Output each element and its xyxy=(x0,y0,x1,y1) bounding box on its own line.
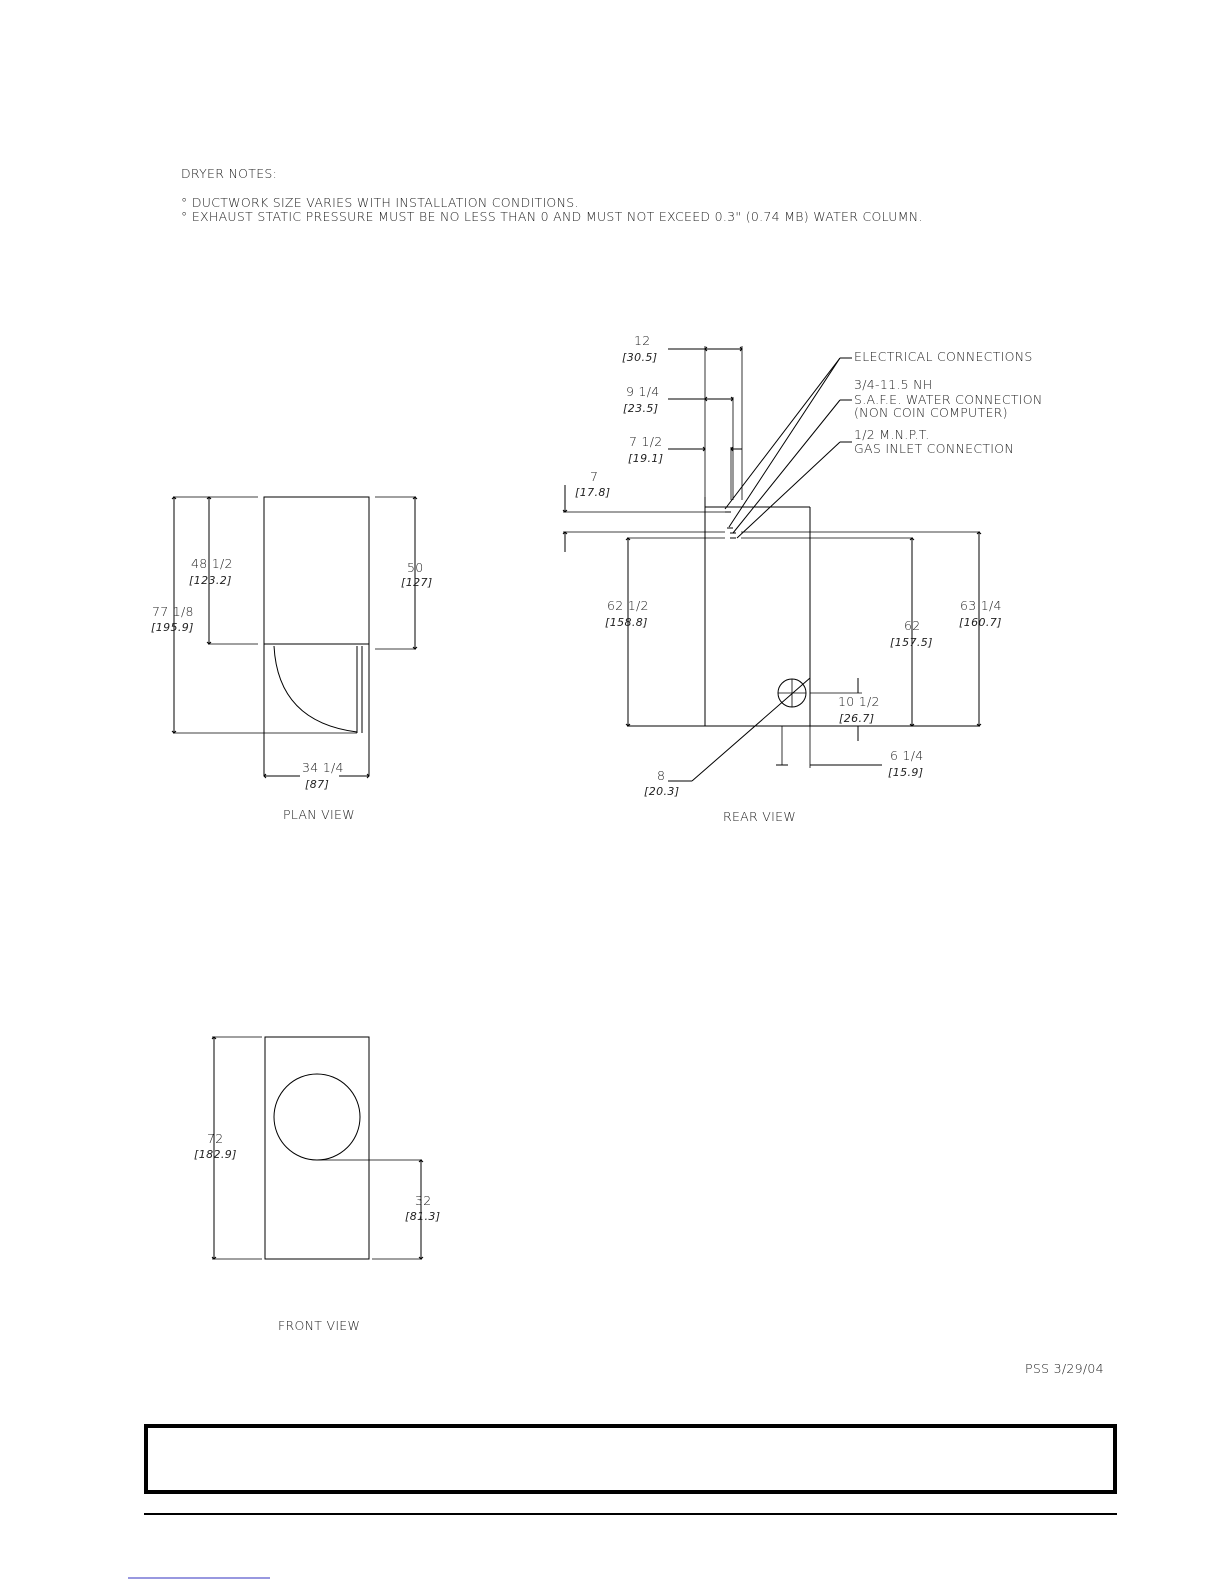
front-arrow-ticks xyxy=(212,1037,423,1259)
front-dim-72-in: 72 xyxy=(207,1131,224,1146)
rear-dim-10-in: 10 1/2 xyxy=(838,694,880,709)
rear-dim-7-in: 7 xyxy=(590,469,599,484)
front-dim-32-mm: [81.3] xyxy=(405,1210,441,1223)
drawing-stamp: PSS 3/29/04 xyxy=(1025,1361,1104,1376)
front-door-window xyxy=(274,1074,360,1160)
rear-dim-62-in: 62 xyxy=(904,618,921,633)
rear-dim-7h-in: 7 1/2 xyxy=(629,434,663,449)
rear-dim-62h-mm: [158.8] xyxy=(605,616,648,629)
rear-dim-62-mm: [157.5] xyxy=(890,636,933,649)
rear-dim-9-in: 9 1/4 xyxy=(626,384,660,399)
front-cabinet-outline xyxy=(265,1037,369,1259)
plan-view xyxy=(151,497,433,822)
rear-dim-8-in: 8 xyxy=(657,768,666,783)
front-view-label: FRONT VIEW xyxy=(278,1318,361,1333)
rear-dim-12-in: 12 xyxy=(634,333,651,348)
callout-gas-size: 1/2 M.N.P.T. xyxy=(854,427,930,442)
rear-dim-6-mm: [15.9] xyxy=(888,766,924,779)
rear-leader-8 xyxy=(692,678,810,781)
rear-view-label: REAR VIEW xyxy=(723,809,796,824)
rear-dim-62h-in: 62 1/2 xyxy=(607,598,649,613)
plan-dim-50-in: 50 xyxy=(407,560,424,575)
callout-water: S.A.F.E. WATER CONNECTION xyxy=(854,392,1043,407)
plan-dim-50-mm: [127] xyxy=(401,576,433,589)
front-dim-72-mm: [182.9] xyxy=(194,1148,237,1161)
callout-gas: GAS INLET CONNECTION xyxy=(854,441,1015,456)
rear-dim-7-mm: [17.8] xyxy=(575,486,611,499)
callout-water-note: (NON COIN COMPUTER) xyxy=(854,405,1008,420)
plan-dim-77-in: 77 1/8 xyxy=(152,604,194,619)
rear-dim-12-mm: [30.5] xyxy=(622,351,658,364)
rear-dim-7h-mm: [19.1] xyxy=(628,452,664,465)
rear-dim-63-in: 63 1/4 xyxy=(960,598,1002,613)
rear-7-ticks xyxy=(563,510,567,534)
front-view xyxy=(194,1037,440,1333)
rear-dim-8-mm: [20.3] xyxy=(644,785,680,798)
rear-dim-6-in: 6 1/4 xyxy=(890,748,924,763)
rear-dim-10-mm: [26.7] xyxy=(839,712,875,725)
rear-view xyxy=(563,333,1043,824)
plan-dim-34-mm: [87] xyxy=(305,778,330,791)
callout-electrical: ELECTRICAL CONNECTIONS xyxy=(854,349,1033,364)
rear-dim-9-mm: [23.5] xyxy=(623,402,659,415)
plan-cabinet-outline xyxy=(264,497,369,644)
dryer-notes xyxy=(181,166,923,224)
note-line-2: ° EXHAUST STATIC PRESSURE MUST BE NO LESS THAN 0 AND MUST NOT EXCEED 0.3" (0.74 MB) WATER COLUMN. xyxy=(181,209,923,224)
front-dim-32-in: 32 xyxy=(415,1193,432,1208)
notes-title: DRYER NOTES: xyxy=(181,166,278,181)
plan-view-label: PLAN VIEW xyxy=(283,807,355,822)
leader-gas xyxy=(737,442,840,538)
plan-dim-77-mm: [195.9] xyxy=(151,621,194,634)
rear-connection-markers xyxy=(725,507,736,538)
plan-dim-48-mm: [123.2] xyxy=(189,574,232,587)
footer-box xyxy=(146,1426,1115,1492)
callout-water-size: 3/4-11.5 NH xyxy=(854,377,933,392)
note-line-1: ° DUCTWORK SIZE VARIES WITH INSTALLATION CONDITIONS. xyxy=(181,195,579,210)
leader-electrical-2 xyxy=(729,358,840,527)
rear-dim-63-mm: [160.7] xyxy=(959,616,1002,629)
leader-water xyxy=(733,400,840,533)
plan-dim-48-in: 48 1/2 xyxy=(191,556,233,571)
plan-dim-34-in: 34 1/4 xyxy=(302,760,344,775)
plan-door-swing-arc xyxy=(274,646,357,732)
